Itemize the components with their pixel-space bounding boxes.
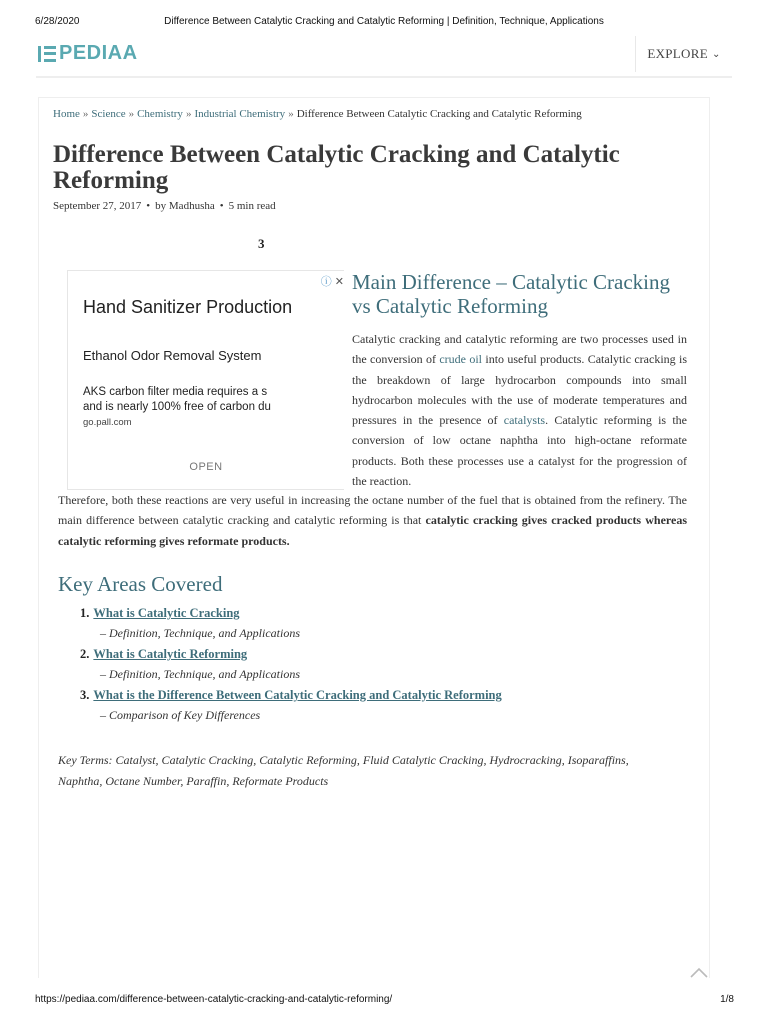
ad-domain: go.pall.com [83, 417, 132, 428]
breadcrumb-science[interactable]: Science [91, 108, 126, 120]
breadcrumb-chemistry[interactable]: Chemistry [137, 108, 183, 120]
toc-subtitle: – Definition, Technique, and Applications [100, 626, 300, 640]
print-url: https://pediaa.com/difference-between-catalytic-cracking-and-catalytic-reforming/ [35, 994, 393, 1005]
ad-body: AKS carbon filter media requires a s and is nearly 100% free of carbon du [83, 386, 271, 413]
list-item: 2. What is Catalytic Reforming – Definition, Technique, and Applications [80, 647, 300, 681]
key-terms: Key Terms: Catalyst, Catalytic Cracking, Catalytic Reforming, Fluid Catalytic Cracking, Hydrocracking, Isoparaffins, Naphtha, Octane Number, Paraffin, Reformate Products [58, 753, 629, 788]
intro-paragraph-continued: Therefore, both these reactions are very useful in increasing the octane number of the fuel that is obtained from the refinery. The main difference between catalytic cracking and catalytic reforming is that catalytic cracking gives cracked products whereas catalytic reforming gives reformate products. [58, 493, 688, 548]
main-difference-heading: Main Difference – Catalytic Cracking vs Catalytic Reforming [352, 270, 670, 318]
ad-subhead[interactable]: Ethanol Odor Removal System [83, 348, 262, 363]
toc-subtitle: – Definition, Technique, and Applications [100, 667, 300, 681]
ad-banner[interactable] [67, 270, 344, 490]
toc-link-difference[interactable]: What is the Difference Between Catalytic Cracking and Catalytic Reforming [93, 688, 502, 702]
crude-oil-link[interactable]: crude oil [439, 352, 483, 367]
ad-headline[interactable]: Hand Sanitizer Production [83, 297, 293, 317]
breadcrumb-home[interactable]: Home [53, 108, 80, 120]
toc-link-catalytic-cracking[interactable]: What is Catalytic Cracking [93, 606, 240, 620]
ad-choices[interactable] [321, 273, 344, 289]
article-meta: September 27, 2017 • by Madhusha • 5 min read [53, 200, 276, 212]
print-date: 6/28/2020 [35, 16, 80, 27]
key-areas-heading: Key Areas Covered [58, 572, 223, 596]
page-title: Difference Between Catalytic Cracking and Catalytic Reforming [53, 141, 620, 194]
scroll-to-top-icon[interactable] [688, 962, 710, 984]
publish-date: September 27, 2017 [53, 200, 142, 212]
intro-paragraph: Catalytic cracking and catalytic reforming are two processes used in the conversion of crude oil into useful products. Catalytic cracking is the breakdown of large hydrocarbon compounds into small hydrocarbon molecules with the use of moderate temperatures and pressures in the presence of catalysts. Catalytic reforming is the conversion of low octane naphtha into high-octane reformate products. Both these processes use a catalyst for the progression of the reaction. [352, 332, 688, 489]
key-areas-list [80, 606, 502, 729]
close-icon[interactable]: ✕ [334, 276, 344, 288]
page-number: 1/8 [720, 994, 734, 1005]
site-header [36, 36, 732, 78]
breadcrumb-current: Difference Between Catalytic Cracking and Catalytic Reforming [296, 108, 582, 120]
pediaa-logo-icon [38, 46, 56, 62]
main-difference-summary: catalytic cracking gives cracked products whereas catalytic reforming gives reformate products. [58, 513, 688, 548]
chevron-down-icon: ⌄ [711, 48, 721, 60]
site-logo[interactable] [38, 42, 138, 65]
read-time: 5 min read [228, 200, 276, 212]
info-icon[interactable]: ⓘ [320, 276, 332, 288]
share-count: 3 [258, 236, 265, 251]
breadcrumb: Home » Science » Chemistry » Industrial Chemistry » Difference Between Catalytic Cracking and Catalytic Reforming [53, 108, 582, 120]
breadcrumb-industrial-chemistry[interactable]: Industrial Chemistry [194, 108, 286, 120]
toc-link-catalytic-reforming[interactable]: What is Catalytic Reforming [93, 647, 248, 661]
print-title: Difference Between Catalytic Cracking and Catalytic Reforming | Definition, Technique, Applications [164, 16, 604, 27]
explore-label: EXPLORE [647, 46, 708, 61]
explore-menu-button[interactable] [635, 36, 732, 72]
logo-text: PEDIAA [59, 42, 138, 64]
list-item: 3. What is the Difference Between Catalytic Cracking and Catalytic Reforming – Comparison of Key Differences [80, 688, 502, 722]
list-item: 1. What is Catalytic Cracking – Definition, Technique, and Applications [80, 606, 300, 640]
author-link[interactable]: by Madhusha [155, 200, 215, 212]
catalysts-link[interactable]: catalysts [503, 413, 546, 428]
ad-open-button[interactable]: OPEN [189, 461, 223, 473]
toc-subtitle: – Comparison of Key Differences [100, 708, 261, 722]
